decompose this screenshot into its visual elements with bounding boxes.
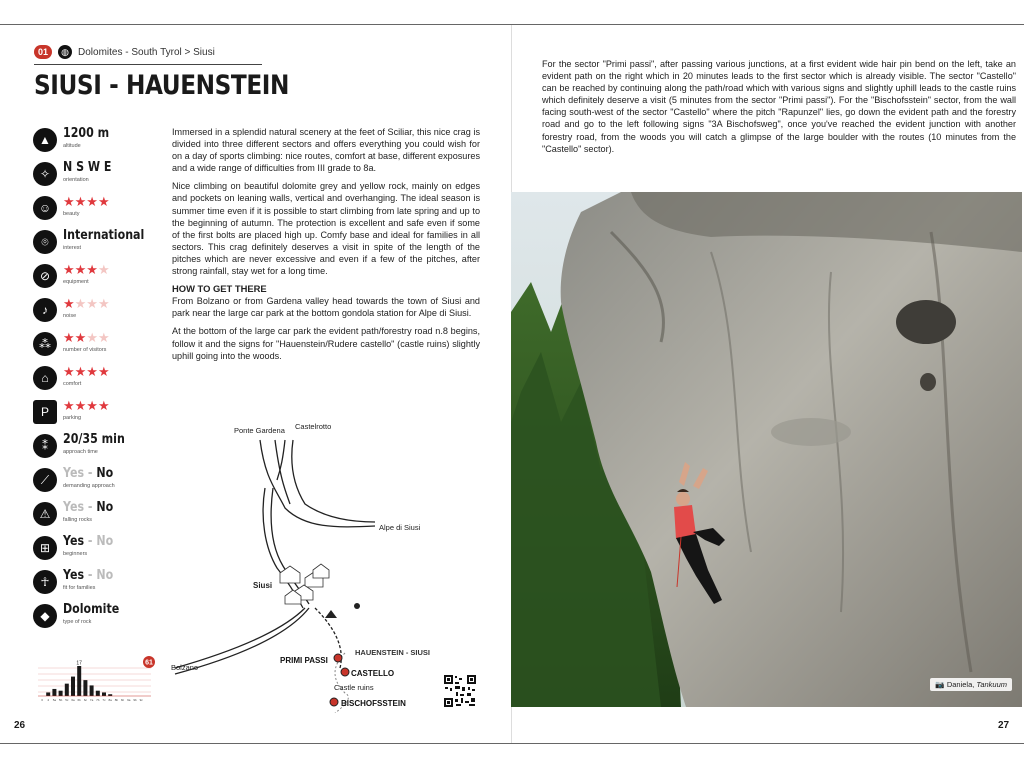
grade-tick-8a: 8a — [108, 698, 112, 702]
parking-icon: P — [33, 400, 57, 424]
grade-bar-7c — [102, 692, 106, 696]
equipment-label: equipment — [63, 279, 89, 285]
families-yes: Yes — [63, 568, 85, 583]
orientation-value: N S W E — [63, 160, 112, 175]
visitors-stars: ★★★★ — [63, 330, 110, 345]
crag-description — [172, 126, 480, 368]
rock-label: type of rock — [63, 619, 92, 625]
noise-icon: ♪ — [33, 298, 57, 322]
grade-tick-6b: 6b — [77, 698, 81, 702]
map-label-castle-ruins: Castle ruins — [334, 683, 374, 692]
route-count-text: 61 — [145, 659, 153, 667]
demanding-no: No — [96, 466, 114, 481]
grade-tick-9a: 9a — [127, 698, 131, 702]
grade-bar-6c — [83, 680, 87, 696]
visitors-label: number of visitors — [63, 347, 107, 353]
map-label-primi-passi: PRIMI PASSI — [280, 656, 328, 665]
stat-comfort — [33, 364, 110, 396]
stat-rock — [33, 602, 129, 634]
demanding-yes: Yes — [63, 466, 85, 481]
description-paragraph: Immersed in a splendid natural scenery at the feet of Sciliar, this nice crag is divided into three different sectors and offers everything you could wish for on a day of sports climbing: nice routes, comfort at base, different exposures and a wide range of difficulties from III grade to 8a. — [172, 127, 480, 174]
separator: - — [84, 466, 97, 481]
page-number-left: 26 — [14, 720, 26, 731]
crowd-icon: ⁂ — [33, 332, 57, 356]
grade-bar-5a — [52, 689, 56, 696]
beginners-yes: Yes — [63, 534, 85, 549]
stat-demanding-approach — [33, 466, 122, 498]
orientation-label: orientation — [63, 177, 89, 183]
families-label: fit for families — [63, 585, 96, 591]
grade-tick-5a: 5a — [52, 698, 57, 702]
grade-tick-3: 3 — [41, 698, 43, 702]
separator: - — [84, 500, 97, 515]
grade-tick-4: 4 — [47, 698, 50, 702]
rock-value: Dolomite — [63, 602, 120, 617]
photo-caption — [930, 678, 1012, 691]
grade-tick-6c: 6c — [83, 698, 87, 702]
falling-rocks-icon: ⚠ — [33, 502, 57, 526]
location-pin-icon: ⌾ — [33, 230, 57, 254]
map-label-hauenstein: HAUENSTEIN - SIUSI — [355, 648, 431, 657]
beauty-label: beauty — [63, 211, 80, 217]
grade-bar-6b — [77, 666, 81, 696]
climbing-photo — [511, 192, 1022, 707]
stat-visitors — [33, 330, 110, 362]
rock-icon: ◆ — [33, 604, 57, 628]
chart-gridlines — [38, 668, 151, 692]
comfort-icon: ⌂ — [33, 366, 57, 390]
families-no: No — [96, 568, 114, 583]
equipment-stars: ★★★★ — [63, 262, 110, 277]
grade-tick-9c: 9c — [139, 698, 143, 702]
grade-tick-7c: 7c — [102, 698, 106, 702]
how-to-paragraph: At the bottom of the large car park the evident path/forestry road n.8 begins, follow it and the signs for "Hauenstein/Rudere castello" (castle ruins) slightly uphill going into the woods. — [172, 326, 480, 361]
grade-tick-6a: 6a — [71, 698, 75, 702]
stat-interest — [33, 228, 159, 260]
beauty-stars: ★★★★ — [63, 194, 110, 209]
map-label-bolzano: Bolzano — [171, 663, 199, 672]
noise-label: noise — [63, 313, 77, 319]
stat-falling-rocks — [33, 500, 122, 532]
beginners-no: No — [96, 534, 114, 549]
stat-altitude — [33, 126, 117, 158]
parking-stars: ★★★★ — [63, 398, 110, 413]
interest-value: International — [63, 228, 145, 243]
stat-families — [33, 568, 122, 600]
map-label-siusi: Siusi — [253, 581, 273, 590]
approach-description: For the sector "Primi passi", after passing various junctions, at a first evident wide hair pin bend on the left, take an evident path on the right which in 20 minutes leads to the first sector which is already visible. The sector "Castello" can be reached by continuing along the path/road which with various signs and slightly uphill leads to the castle ruins which definitely deserve a visit (5 minutes from the sector "Primi passi"). For the "Bischofsstein" sector, from the wall facing south-west of the sector "Castello" where the pitch "Rapunzel" lies, go down the evident path and the forestry road and go to the left following signs "3A Bischofsweg", once you've reached the evident junction with another forestry road, from the woods you will catch a glimpse of the large boulder with the routes (10 minutes from the "Castello" sector). — [542, 59, 1016, 154]
grade-tick-9b: 9b — [133, 698, 137, 702]
stat-beginners — [33, 534, 122, 566]
description-paragraph: Nice climbing on beautiful dolomite grey and yellow rock, mainly on edges and pockets on leaning walls, vertical and overhanging. The ideal season is summer time even if it is possible to start climbing from late spring and up to the beginning of autumn. The protection is excellent and safe even if some of the first bolts are placed high up. Comfy base and ideal for families in all sectors. This crag definitely deserves a visit in spite of the length of the pitches which are never excessive and even if a few of the pitches, after strong rainfall, stay wet for a long time. — [172, 181, 480, 277]
stat-approach — [33, 432, 136, 464]
separator: - — [84, 568, 97, 583]
how-to-heading: HOW TO GET THERE — [172, 283, 267, 295]
map-label-castelrotto: Castelrotto — [295, 422, 332, 431]
demanding-label: demanding approach — [63, 483, 115, 489]
map-label-bischofsstein: BISCHOFSSTEIN — [341, 699, 406, 708]
footprints-icon: ⁑ — [33, 434, 57, 458]
qr-code[interactable] — [443, 674, 477, 708]
falling-label: falling rocks — [63, 517, 93, 523]
grade-tick-8b: 8b — [114, 698, 119, 702]
grade-bar-4 — [46, 692, 50, 696]
stat-beauty — [33, 194, 110, 226]
caption-route: Tankuum — [976, 680, 1007, 689]
how-to-paragraph: From Bolzano or from Gardena valley head towards the town of Siusi and park near the large car park at the bottom gondola station for Alpe di Siusi. — [172, 296, 480, 319]
climber-on-rock-wall-image — [511, 192, 1022, 707]
grade-bar-6a — [71, 677, 75, 696]
beginners-icon: ⊞ — [33, 536, 57, 560]
approach-value: 20/35 min — [63, 432, 125, 447]
mountain-icon: ▲ — [33, 128, 57, 152]
carabiner-icon: ⊘ — [33, 264, 57, 288]
title-rule — [34, 64, 262, 65]
altitude-label: altitude — [63, 143, 81, 149]
grade-tick-8c: 8c — [121, 698, 125, 702]
grade-tick-5c: 5c — [65, 698, 69, 702]
altitude-value: 1200 m — [63, 126, 110, 141]
separator: - — [84, 534, 97, 549]
stat-orientation — [33, 160, 120, 192]
grade-bar-7b — [96, 691, 100, 696]
map-label-alpe-di-siusi: Alpe di Siusi — [379, 523, 421, 532]
globe-icon: ◍ — [58, 45, 72, 59]
comfort-stars: ★★★★ — [63, 364, 110, 379]
parking-label: parking — [63, 415, 82, 421]
smile-icon: ☺ — [33, 196, 57, 220]
access-map — [165, 418, 465, 713]
grade-tick-7b: 7b — [96, 698, 100, 702]
stat-noise — [33, 296, 110, 328]
peak-label: 17 — [76, 660, 82, 667]
stat-equipment — [33, 262, 110, 294]
caption-climber: Daniela, — [946, 680, 977, 689]
steep-path-icon: ⟋ — [33, 468, 57, 492]
approach-label: approach time — [63, 449, 98, 455]
map-label-castello: CASTELLO — [351, 669, 395, 678]
family-icon: ☥ — [33, 570, 57, 594]
falling-yes: Yes — [63, 500, 85, 515]
stat-parking — [33, 398, 110, 430]
page-title: SIUSI - HAUENSTEIN — [34, 70, 289, 101]
page-number-right: 27 — [998, 720, 1010, 731]
region-breadcrumb: Dolomites - South Tyrol > Siusi — [78, 46, 215, 58]
comfort-label: comfort — [63, 381, 82, 387]
grade-bar-7a — [90, 685, 94, 696]
grade-tick-5b: 5b — [58, 698, 63, 702]
beginners-label: beginners — [63, 551, 88, 557]
grade-bar-5c — [65, 684, 69, 696]
grade-distribution-chart — [36, 656, 156, 702]
falling-no: No — [96, 500, 114, 515]
interest-label: interest — [63, 245, 82, 251]
camera-icon: 📷 — [935, 680, 945, 689]
compass-icon: ✧ — [33, 162, 57, 186]
noise-stars: ★★★★ — [63, 296, 110, 311]
grade-tick-7a: 7a — [89, 698, 94, 702]
grade-bar-5b — [59, 691, 63, 696]
breadcrumb — [34, 44, 215, 60]
map-label-ponte-gardena: Ponte Gardena — [234, 426, 285, 435]
crag-number-badge: 01 — [34, 45, 52, 59]
